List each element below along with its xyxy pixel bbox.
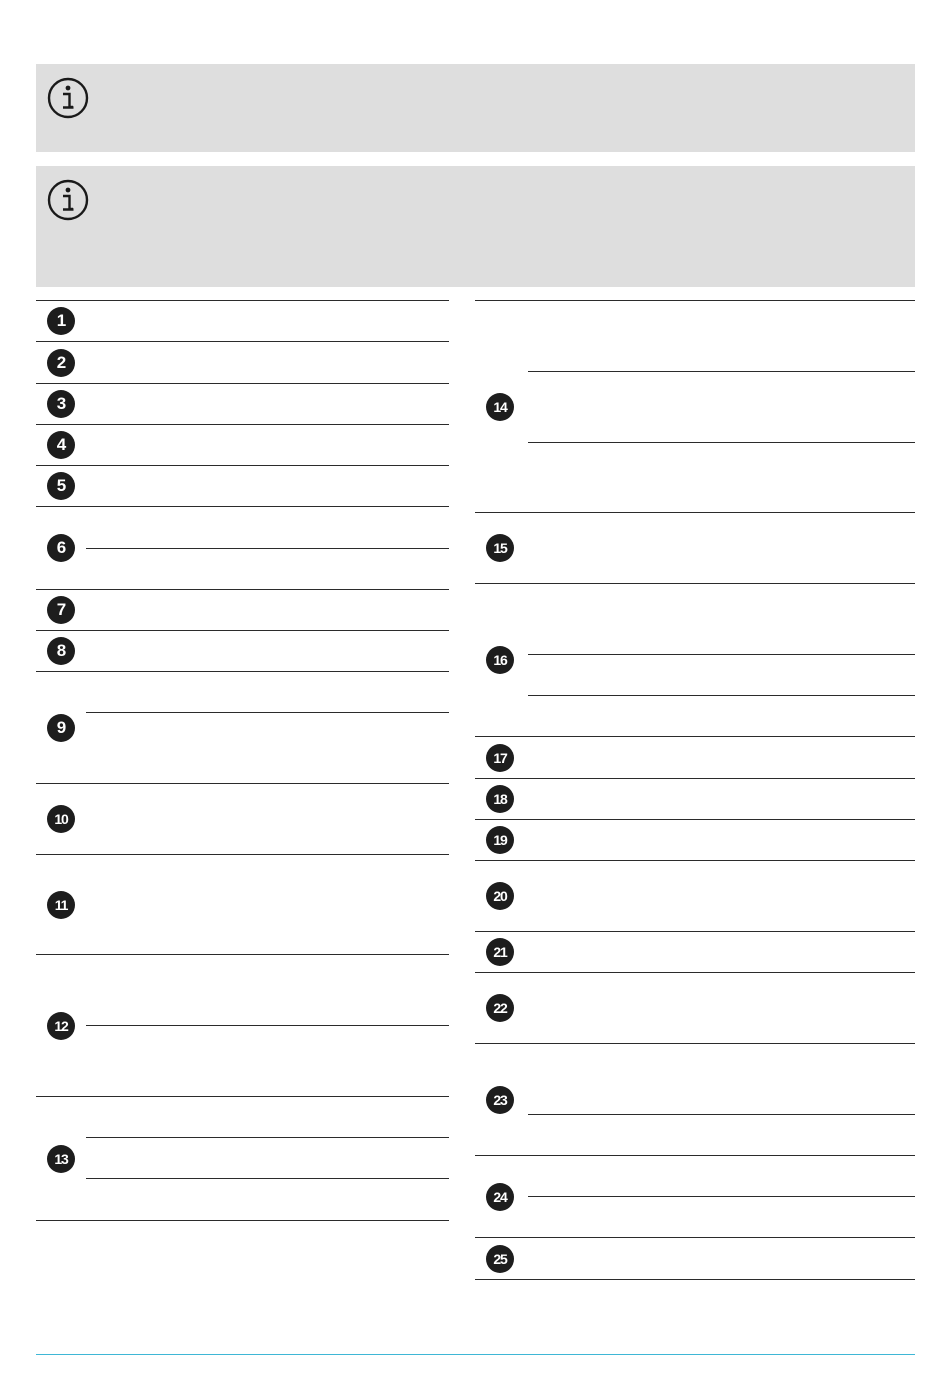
sub-row-divider xyxy=(528,1114,915,1115)
list-item xyxy=(475,737,915,779)
list-item xyxy=(475,1238,915,1280)
sub-row-divider xyxy=(86,1178,449,1179)
sub-row-divider xyxy=(86,548,449,549)
sub-row-divider xyxy=(528,371,915,372)
item-number-badge: 20 xyxy=(486,882,514,910)
sub-row-divider xyxy=(528,1196,915,1197)
item-number-badge: 23 xyxy=(486,1086,514,1114)
item-number-badge: 22 xyxy=(486,994,514,1022)
item-number-badge: 25 xyxy=(486,1245,514,1273)
list-item xyxy=(36,784,449,855)
sub-row-divider xyxy=(528,654,915,655)
list-item xyxy=(36,631,449,672)
item-number-badge: 21 xyxy=(486,938,514,966)
item-number-badge: 14 xyxy=(486,393,514,421)
list-item xyxy=(475,820,915,861)
list-item xyxy=(475,779,915,820)
item-number-badge: 17 xyxy=(486,744,514,772)
list-item xyxy=(36,342,449,384)
sub-row-divider xyxy=(86,712,449,713)
list-item xyxy=(475,932,915,973)
list-item xyxy=(36,590,449,631)
item-number-badge: 11 xyxy=(47,891,75,919)
item-number-badge: 2 xyxy=(47,349,75,377)
left-column xyxy=(36,300,449,1221)
info-icon xyxy=(47,179,89,221)
list-item xyxy=(36,507,449,590)
list-item xyxy=(475,584,915,737)
list-item xyxy=(475,973,915,1044)
info-note-1 xyxy=(36,64,915,152)
list-item xyxy=(36,855,449,955)
item-number-badge: 5 xyxy=(47,472,75,500)
list-item xyxy=(36,466,449,507)
list-item xyxy=(475,301,915,513)
item-number-badge: 16 xyxy=(486,646,514,674)
list-item xyxy=(36,672,449,784)
sub-row-divider xyxy=(528,442,915,443)
list-item xyxy=(475,513,915,584)
list-item xyxy=(475,1156,915,1238)
item-number-badge: 3 xyxy=(47,390,75,418)
item-number-badge: 7 xyxy=(47,596,75,624)
item-number-badge: 4 xyxy=(47,431,75,459)
item-number-badge: 10 xyxy=(47,805,75,833)
item-number-badge: 24 xyxy=(486,1183,514,1211)
item-number-badge: 13 xyxy=(47,1145,75,1173)
item-number-badge: 8 xyxy=(47,637,75,665)
list-item xyxy=(36,425,449,466)
info-note-2 xyxy=(36,166,915,287)
list-item xyxy=(36,1097,449,1221)
item-number-badge: 9 xyxy=(47,714,75,742)
list-item xyxy=(36,955,449,1097)
item-number-badge: 1 xyxy=(47,307,75,335)
item-number-badge: 15 xyxy=(486,534,514,562)
right-column xyxy=(475,300,915,1280)
list-item xyxy=(475,1044,915,1156)
item-number-badge: 18 xyxy=(486,785,514,813)
list-item xyxy=(36,384,449,425)
footer-rule xyxy=(36,1354,915,1355)
list-item xyxy=(36,301,449,342)
sub-row-divider xyxy=(86,1025,449,1026)
info-icon xyxy=(47,77,89,119)
sub-row-divider xyxy=(86,1137,449,1138)
item-number-badge: 12 xyxy=(47,1012,75,1040)
item-number-badge: 6 xyxy=(47,534,75,562)
sub-row-divider xyxy=(528,695,915,696)
list-item xyxy=(475,861,915,932)
item-number-badge: 19 xyxy=(486,826,514,854)
